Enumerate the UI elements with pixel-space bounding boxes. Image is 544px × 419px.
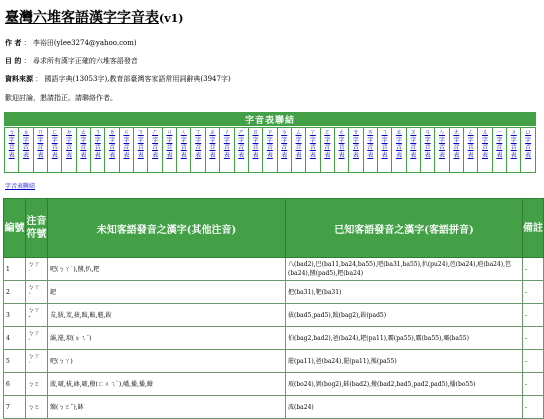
row-note: - bbox=[523, 304, 544, 327]
row-zhuyin bbox=[26, 304, 48, 327]
phonetic-link-cell[interactable] bbox=[263, 128, 277, 172]
phonetic-link-char: 表 bbox=[424, 151, 431, 159]
phonetic-symbol: ㄥ bbox=[467, 129, 474, 136]
phonetic-link-char: 表 bbox=[123, 151, 130, 159]
phonetic-symbol: ㄝ bbox=[352, 129, 359, 136]
row-zhuyin bbox=[26, 396, 48, 419]
row-zhuyin bbox=[26, 327, 48, 350]
phonetic-symbol: ㄉ bbox=[66, 129, 73, 136]
row-note: - bbox=[523, 258, 544, 281]
phonetic-link-char: 字 bbox=[309, 136, 316, 144]
phonetic-link-cell[interactable] bbox=[407, 128, 421, 172]
phonetic-link-char: 音 bbox=[195, 144, 202, 152]
phonetic-link-char: 字 bbox=[23, 136, 30, 144]
phonetic-link-char: 字 bbox=[381, 136, 388, 144]
phonetic-link-cell[interactable] bbox=[292, 128, 306, 172]
phonetic-link-cell[interactable] bbox=[120, 128, 134, 172]
phonetic-link-char: 表 bbox=[266, 151, 273, 159]
phonetic-symbol: ㄖ bbox=[252, 129, 259, 136]
phonetic-symbol: ㄎ bbox=[137, 129, 144, 136]
character-table bbox=[3, 198, 544, 419]
phonetic-link-char: 表 bbox=[338, 151, 345, 159]
phonetic-link-char: 音 bbox=[66, 144, 73, 152]
phonetic-link-char: 表 bbox=[525, 151, 532, 159]
phonetic-link-char: 音 bbox=[51, 144, 58, 152]
zhuyin-text: ㄅㄚ bbox=[28, 261, 41, 268]
link-section-link[interactable]: 字音表聯結 bbox=[5, 183, 36, 190]
phonetic-symbol: ㄨ bbox=[510, 129, 517, 136]
row-known-chars: 玻(bo24),剝(bog2),缽(bad2),撥(bad2,bad5,pad2,pad5),播(bo55) bbox=[286, 373, 523, 396]
phonetic-link-cell[interactable] bbox=[134, 128, 148, 172]
phonetic-link-cell[interactable] bbox=[148, 128, 162, 172]
phonetic-link-char: 音 bbox=[352, 144, 359, 152]
phonetic-link-char: 表 bbox=[295, 151, 302, 159]
phonetic-symbol: ㄈ bbox=[51, 129, 58, 136]
phonetic-link-char: 音 bbox=[166, 144, 173, 152]
phonetic-link-char: 表 bbox=[482, 151, 489, 159]
phonetic-link-cell[interactable] bbox=[105, 128, 119, 172]
phonetic-link-char: 字 bbox=[482, 136, 489, 144]
source-value: 國語字典(13053字),教育部臺灣客家語常用詞辭典(3947字) bbox=[44, 75, 231, 83]
phonetic-link-char: 音 bbox=[252, 144, 259, 152]
row-number: 2 bbox=[4, 281, 26, 304]
phonetic-link-char: 字 bbox=[94, 136, 101, 144]
phonetic-symbol: ㄓ bbox=[209, 129, 216, 136]
phonetic-link-cell[interactable] bbox=[163, 128, 177, 172]
phonetic-symbol: ㄑ bbox=[180, 129, 187, 136]
phonetic-link-char: 表 bbox=[209, 151, 216, 159]
phonetic-symbol: ㄚ bbox=[309, 129, 316, 136]
phonetic-link-char: 音 bbox=[338, 144, 345, 152]
phonetic-link-char: 音 bbox=[94, 144, 101, 152]
phonetic-link-char: 表 bbox=[8, 151, 15, 159]
row-known-chars: 伯(bag2,bad2),爸(ba24),耙(pa11),霸(pa55),霸(ba55),壩(ba55) bbox=[286, 327, 523, 350]
phonetic-link-char: 字 bbox=[80, 136, 87, 144]
phonetic-link-char: 表 bbox=[324, 151, 331, 159]
col-header-unknown: 未知客語發音之漢字(其他注音) bbox=[48, 199, 286, 258]
row-unknown-chars: 簸(ㄅㄛˇ),缽 bbox=[48, 396, 286, 419]
phonetic-link-char: 表 bbox=[309, 151, 316, 159]
phonetic-link-char: 表 bbox=[467, 151, 474, 159]
phonetic-link-cell[interactable] bbox=[206, 128, 220, 172]
phonetic-link-char: 表 bbox=[66, 151, 73, 159]
phonetic-link-char: 字 bbox=[496, 136, 503, 144]
phonetic-link-cell[interactable] bbox=[378, 128, 392, 172]
phonetic-link-char: 音 bbox=[453, 144, 460, 152]
phonetic-link-cell[interactable] bbox=[507, 128, 521, 172]
phonetic-link-cell[interactable] bbox=[34, 128, 48, 172]
col-header-zhuyin: 注音符號 bbox=[26, 199, 48, 258]
row-known-chars: 把(ba31),靶(ba31) bbox=[286, 281, 523, 304]
col-header-known: 已知客語發音之漢字(客語拼音) bbox=[286, 199, 523, 258]
phonetic-link-char: 表 bbox=[180, 151, 187, 159]
zhuyin-text: ㄅㄛ bbox=[28, 403, 41, 411]
row-note: - bbox=[523, 327, 544, 350]
phonetic-link-grid bbox=[4, 127, 536, 173]
phonetic-symbol: ㄌ bbox=[109, 129, 116, 136]
version-label: (v1) bbox=[159, 12, 184, 25]
phonetic-symbol: ㄅ bbox=[8, 129, 15, 136]
phonetic-link-char: 表 bbox=[252, 151, 259, 159]
phonetic-link-char: 音 bbox=[381, 144, 388, 152]
source-line: 資料來源 ： 國語字典(13053字),教育部臺灣客家語常用詞辭典(3947字) bbox=[5, 74, 231, 83]
phonetic-link-char: 字 bbox=[338, 136, 345, 144]
phonetic-link-char: 字 bbox=[166, 136, 173, 144]
row-note: - bbox=[523, 396, 544, 419]
phonetic-link-char: 表 bbox=[51, 151, 58, 159]
phonetic-symbol: ㄡ bbox=[410, 129, 417, 136]
phonetic-symbol: ㄇ bbox=[37, 129, 44, 136]
phonetic-link-char: 字 bbox=[195, 136, 202, 144]
phonetic-link-char: 音 bbox=[137, 144, 144, 152]
phonetic-link-char: 音 bbox=[510, 144, 517, 152]
phonetic-link-char: 字 bbox=[238, 136, 245, 144]
row-zhuyin bbox=[26, 281, 48, 304]
phonetic-link-char: 字 bbox=[252, 136, 259, 144]
phonetic-link-char: 表 bbox=[109, 151, 116, 159]
phonetic-link-char: 字 bbox=[395, 136, 402, 144]
phonetic-link-char: 音 bbox=[238, 144, 245, 152]
phonetic-link-char: 字 bbox=[109, 136, 116, 144]
table-body bbox=[4, 258, 544, 419]
phonetic-symbol: ㄔ bbox=[223, 129, 230, 136]
zhuyin-text: ㄅㄚ bbox=[28, 284, 41, 291]
phonetic-link-cell[interactable] bbox=[464, 128, 478, 172]
phonetic-symbol: ㄟ bbox=[381, 129, 388, 136]
phonetic-link-char: 字 bbox=[51, 136, 58, 144]
tone-mark: ˊ bbox=[28, 293, 31, 300]
row-known-chars: 罷(pa11),爸(ba24),罷(pa11),羆(pa55) bbox=[286, 350, 523, 373]
phonetic-link-char: 字 bbox=[525, 136, 532, 144]
phonetic-link-char: 字 bbox=[209, 136, 216, 144]
phonetic-link-cell[interactable] bbox=[450, 128, 464, 172]
welcome-line: 歡迎討論，懇請指正。請聯絡作者。 bbox=[5, 94, 117, 102]
phonetic-link-char: 字 bbox=[223, 136, 230, 144]
phonetic-link-char: 字 bbox=[324, 136, 331, 144]
phonetic-link-char: 音 bbox=[482, 144, 489, 152]
phonetic-link-cell[interactable] bbox=[435, 128, 449, 172]
phonetic-link-char: 字 bbox=[295, 136, 302, 144]
phonetic-link-char: 字 bbox=[453, 136, 460, 144]
phonetic-link-cell[interactable] bbox=[5, 128, 19, 172]
phonetic-link-cell[interactable] bbox=[335, 128, 349, 172]
phonetic-link-char: 字 bbox=[137, 136, 144, 144]
phonetic-symbol: ㄒ bbox=[195, 129, 202, 136]
row-note: - bbox=[523, 373, 544, 396]
phonetic-link-cell[interactable] bbox=[249, 128, 263, 172]
row-number: 6 bbox=[4, 373, 26, 396]
phonetic-link-char: 音 bbox=[152, 144, 159, 152]
row-unknown-chars: 菠,啵,柭,砵,啵,撥(ㄈㄨㄟˋ),嶓,播,播,鱍 bbox=[48, 373, 286, 396]
phonetic-link-cell[interactable] bbox=[278, 128, 292, 172]
phonetic-link-char: 表 bbox=[23, 151, 30, 159]
purpose-value: 尋求所有漢字正確的六堆客語發音 bbox=[32, 57, 138, 65]
row-note: - bbox=[523, 350, 544, 373]
phonetic-link-cell[interactable] bbox=[191, 128, 205, 172]
table-row bbox=[4, 304, 544, 327]
tone-mark: ˇ bbox=[28, 316, 31, 323]
author-label: 作 者 bbox=[5, 38, 22, 47]
phonetic-link-char: 字 bbox=[467, 136, 474, 144]
phonetic-link-char: 表 bbox=[238, 151, 245, 159]
table-header-row bbox=[4, 199, 544, 258]
phonetic-link-char: 音 bbox=[8, 144, 15, 152]
tone-mark: ˙ bbox=[28, 270, 31, 277]
phonetic-link-char: 音 bbox=[209, 144, 216, 152]
phonetic-link-cell[interactable] bbox=[177, 128, 191, 172]
phonetic-link-char: 字 bbox=[266, 136, 273, 144]
phonetic-link-char: 字 bbox=[367, 136, 374, 144]
zhuyin-text: ㄅㄚ bbox=[28, 330, 41, 337]
table-row bbox=[4, 350, 544, 373]
row-unknown-chars: 鈀 bbox=[48, 281, 286, 304]
zhuyin-text: ㄅㄚ bbox=[28, 353, 41, 360]
phonetic-link-cell[interactable] bbox=[48, 128, 62, 172]
phonetic-link-char: 音 bbox=[123, 144, 130, 152]
phonetic-link-char: 表 bbox=[137, 151, 144, 159]
phonetic-link-char: 音 bbox=[266, 144, 273, 152]
phonetic-symbol: ㄛ bbox=[324, 129, 331, 136]
phonetic-link-cell[interactable] bbox=[521, 128, 534, 172]
phonetic-link-char: 字 bbox=[152, 136, 159, 144]
phonetic-link-char: 音 bbox=[23, 144, 30, 152]
row-zhuyin bbox=[26, 373, 48, 396]
phonetic-link-char: 表 bbox=[410, 151, 417, 159]
phonetic-link-char: 表 bbox=[381, 151, 388, 159]
phonetic-link-char: 字 bbox=[8, 136, 15, 144]
phonetic-link-char: 音 bbox=[367, 144, 374, 152]
phonetic-link-cell[interactable] bbox=[306, 128, 320, 172]
phonetic-link-cell[interactable] bbox=[364, 128, 378, 172]
row-number: 5 bbox=[4, 350, 26, 373]
phonetic-link-char: 音 bbox=[525, 144, 532, 152]
phonetic-link-char: 字 bbox=[424, 136, 431, 144]
row-unknown-chars: 犮,胈,茇,菝,跋,軷,魃,鈸 bbox=[48, 304, 286, 327]
phonetic-link-char: 表 bbox=[438, 151, 445, 159]
phonetic-symbol: ㄜ bbox=[338, 129, 345, 136]
phonetic-link-char: 音 bbox=[467, 144, 474, 152]
phonetic-link-cell[interactable] bbox=[349, 128, 363, 172]
phonetic-link-cell[interactable] bbox=[478, 128, 492, 172]
phonetic-symbol: ㄣ bbox=[438, 129, 445, 136]
phonetic-link-char: 表 bbox=[223, 151, 230, 159]
phonetic-link-char: 表 bbox=[80, 151, 87, 159]
phonetic-link-cell[interactable] bbox=[19, 128, 33, 172]
purpose-line: 目 的 ： 尋求所有漢字正確的六堆客語發音 bbox=[5, 56, 138, 65]
phonetic-link-cell[interactable] bbox=[91, 128, 105, 172]
phonetic-link-char: 字 bbox=[180, 136, 187, 144]
tone-mark: ˋ bbox=[28, 339, 31, 346]
table-row bbox=[4, 396, 544, 419]
phonetic-link-cell[interactable] bbox=[421, 128, 435, 172]
zhuyin-text: ㄅㄛ bbox=[28, 380, 41, 388]
phonetic-symbol: ㄩ bbox=[525, 129, 532, 136]
table-row bbox=[4, 373, 544, 396]
phonetic-symbol: ㄢ bbox=[424, 129, 431, 136]
phonetic-symbol: ㄞ bbox=[367, 129, 374, 136]
phonetic-link-char: 表 bbox=[152, 151, 159, 159]
phonetic-link-char: 音 bbox=[324, 144, 331, 152]
tone-mark: ˙ bbox=[28, 362, 31, 369]
phonetic-symbol: ㄋ bbox=[94, 129, 101, 136]
row-number: 1 bbox=[4, 258, 26, 281]
phonetic-symbol: ㄤ bbox=[453, 129, 460, 136]
phonetic-link-char: 字 bbox=[281, 136, 288, 144]
phonetic-link-char: 音 bbox=[80, 144, 87, 152]
phonetic-symbol: ㄗ bbox=[266, 129, 273, 136]
phonetic-link-cell[interactable] bbox=[62, 128, 76, 172]
row-zhuyin bbox=[26, 350, 48, 373]
phonetic-link-char: 表 bbox=[367, 151, 374, 159]
phonetic-symbol: ㄍ bbox=[123, 129, 130, 136]
table-row bbox=[4, 327, 544, 350]
row-known-chars: 拔(bad5,pad5),跋(bag2),鈸(pad5) bbox=[286, 304, 523, 327]
phonetic-symbol: ㄠ bbox=[395, 129, 402, 136]
phonetic-link-char: 字 bbox=[410, 136, 417, 144]
author-line: 作 者 ： 李裕田(ylee3274@yahoo.com) bbox=[5, 38, 137, 47]
phonetic-link-char: 音 bbox=[496, 144, 503, 152]
row-unknown-chars: 吧(ㄅㄚ) bbox=[48, 350, 286, 373]
table-row bbox=[4, 258, 544, 281]
phonetic-link-char: 音 bbox=[295, 144, 302, 152]
phonetic-symbol: ㄘ bbox=[281, 129, 288, 136]
row-number: 3 bbox=[4, 304, 26, 327]
phonetic-symbol: ㄧ bbox=[496, 129, 503, 136]
phonetic-link-char: 字 bbox=[37, 136, 44, 144]
row-known-chars: 波(ba24) bbox=[286, 396, 523, 419]
phonetic-link-char: 字 bbox=[510, 136, 517, 144]
phonetic-link-char: 字 bbox=[352, 136, 359, 144]
phonetic-link-cell[interactable] bbox=[220, 128, 234, 172]
source-label: 資料來源 bbox=[5, 74, 33, 83]
phonetic-symbol: ㄊ bbox=[80, 129, 87, 136]
table-row bbox=[4, 281, 544, 304]
page-title bbox=[5, 7, 183, 27]
phonetic-link-char: 音 bbox=[424, 144, 431, 152]
phonetic-link-cell[interactable] bbox=[493, 128, 507, 172]
phonetic-link-char: 表 bbox=[395, 151, 402, 159]
row-unknown-chars: 灞,罷,垻(ㄆㄟˊ) bbox=[48, 327, 286, 350]
row-number: 4 bbox=[4, 327, 26, 350]
col-header-number: 編號 bbox=[4, 199, 26, 258]
phonetic-link-cell[interactable] bbox=[392, 128, 406, 172]
phonetic-link-char: 音 bbox=[438, 144, 445, 152]
row-zhuyin bbox=[26, 258, 48, 281]
row-note: - bbox=[523, 281, 544, 304]
phonetic-symbol: ㄆ bbox=[23, 129, 30, 136]
phonetic-link-char: 音 bbox=[223, 144, 230, 152]
phonetic-link-char: 音 bbox=[410, 144, 417, 152]
phonetic-link-char: 字 bbox=[123, 136, 130, 144]
phonetic-link-char: 表 bbox=[453, 151, 460, 159]
phonetic-link-char: 表 bbox=[496, 151, 503, 159]
purpose-label: 目 的 bbox=[5, 56, 22, 65]
phonetic-link-char: 音 bbox=[281, 144, 288, 152]
link-section-title: 字音表聯結 bbox=[4, 112, 536, 126]
phonetic-link-char: 音 bbox=[309, 144, 316, 152]
phonetic-link-cell[interactable] bbox=[235, 128, 249, 172]
phonetic-symbol: ㄦ bbox=[482, 129, 489, 136]
page-title-text: 臺灣六堆客語漢字字音表 bbox=[5, 10, 159, 26]
phonetic-symbol: ㄙ bbox=[295, 129, 302, 136]
phonetic-link-char: 表 bbox=[166, 151, 173, 159]
phonetic-link-char: 表 bbox=[352, 151, 359, 159]
phonetic-link-char: 表 bbox=[195, 151, 202, 159]
phonetic-link-cell[interactable] bbox=[321, 128, 335, 172]
col-header-note: 備註 bbox=[523, 199, 544, 258]
phonetic-symbol: ㄐ bbox=[166, 129, 173, 136]
phonetic-link-char: 音 bbox=[180, 144, 187, 152]
phonetic-symbol: ㄏ bbox=[152, 129, 159, 136]
phonetic-link-char: 表 bbox=[281, 151, 288, 159]
row-unknown-chars: 吧(ㄅㄚ˙),捌,扒,粑 bbox=[48, 258, 286, 281]
phonetic-link-cell[interactable] bbox=[77, 128, 91, 172]
phonetic-link-char: 字 bbox=[438, 136, 445, 144]
phonetic-link-char: 音 bbox=[109, 144, 116, 152]
phonetic-link-char: 音 bbox=[395, 144, 402, 152]
author-value: 李裕田(ylee3274@yahoo.com) bbox=[32, 39, 137, 47]
phonetic-link-char: 表 bbox=[510, 151, 517, 159]
row-number: 7 bbox=[4, 396, 26, 419]
phonetic-link-char: 表 bbox=[94, 151, 101, 159]
row-known-chars: 八(bad2),巴(ba11,ba24,ba55),吧(ba31,ba55),扒(pu24),芭(ba24),疤(ba24),笆(ba24),捌(pad5),粑(ba24) bbox=[286, 258, 523, 281]
zhuyin-text: ㄅㄚ bbox=[28, 307, 41, 314]
phonetic-link-char: 音 bbox=[37, 144, 44, 152]
phonetic-symbol: ㄕ bbox=[238, 129, 245, 136]
phonetic-link-char: 表 bbox=[37, 151, 44, 159]
phonetic-link-char: 字 bbox=[66, 136, 73, 144]
